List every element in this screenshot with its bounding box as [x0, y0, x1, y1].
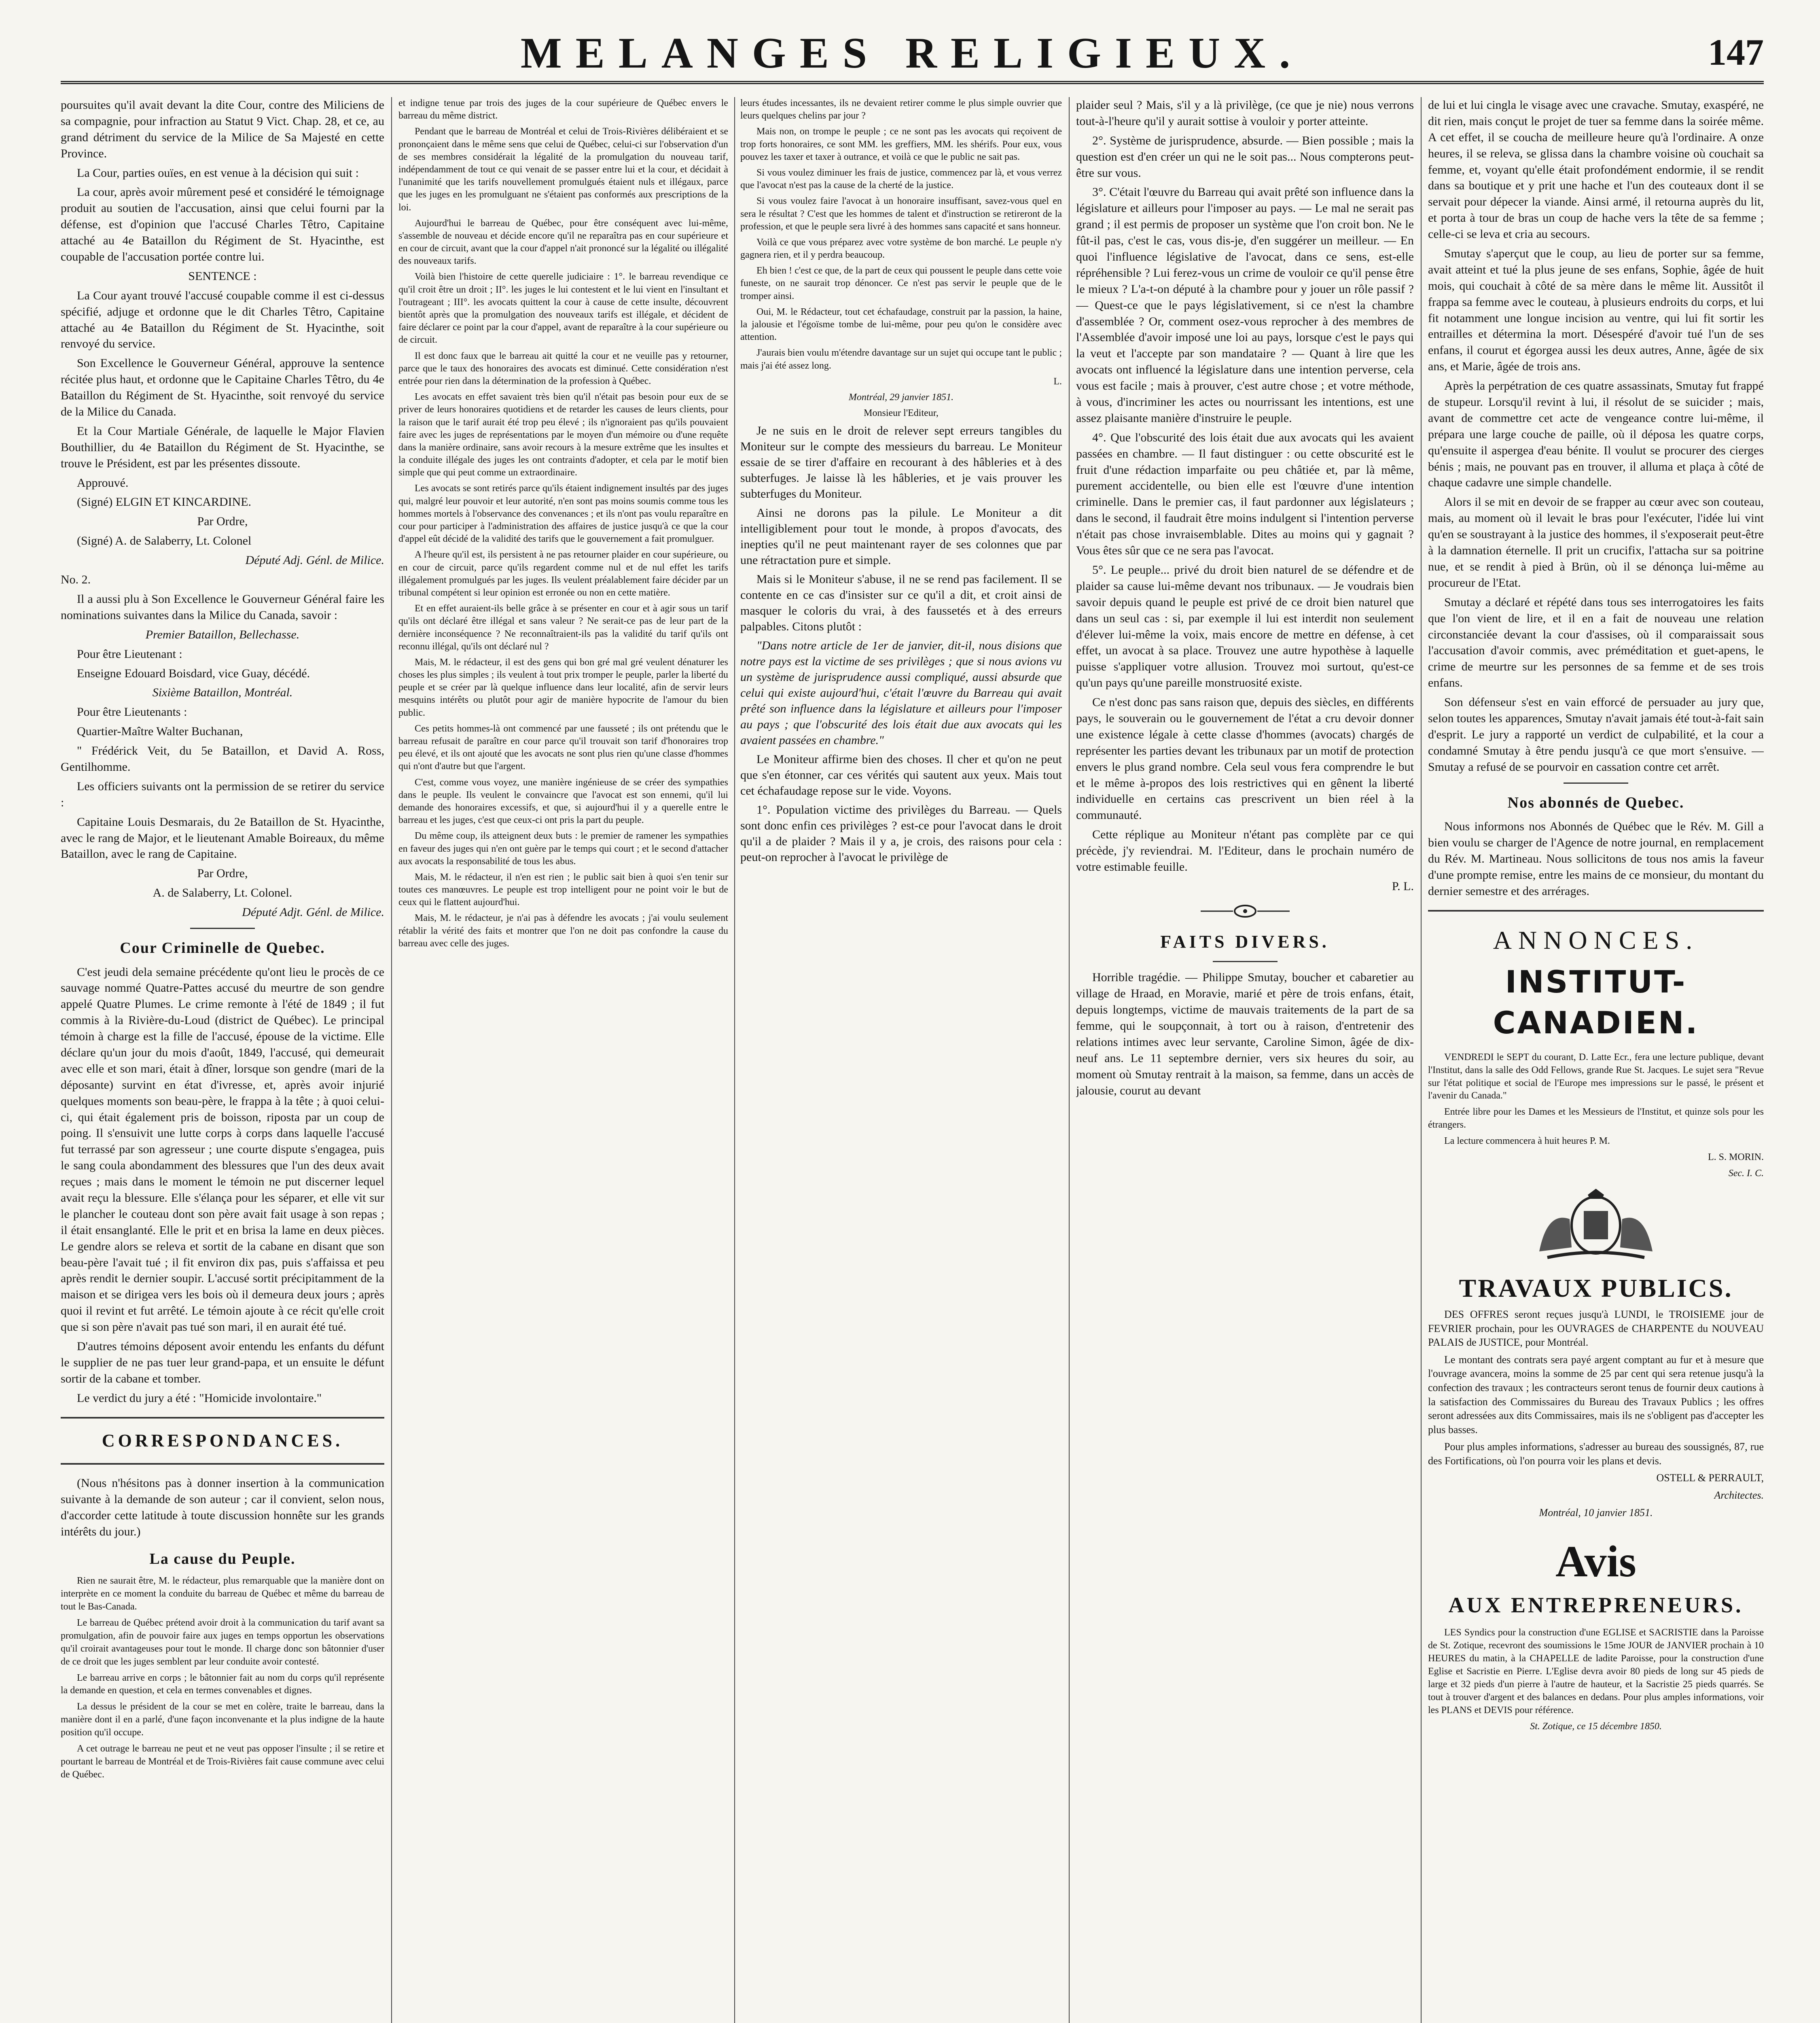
journal-title: MELANGES RELIGIEUX. — [520, 29, 1304, 77]
signature-line: OSTELL & PERRAULT, — [1656, 1472, 1764, 1484]
section-heading: ANNONCES. — [1493, 925, 1699, 954]
section-heading: Cour Criminelle de Quebec. — [120, 939, 325, 956]
paragraph: Et en effet auraient-ils belle grâce à se présenter en cour et à agir sous un tarif qu'ils ont déclaré être illégal et sans valeur ? Ne serait-ce pas de leur part de la dernière inconséquence ? Ne reconnaîtraient-ils pas la validité du tarif qu'ils ont reconnu illégal, qu'ils ont déclaré nul ? — [398, 603, 728, 652]
paragraph: Le barreau de Québec prétend avoir droit à la communication du tarif avant sa promulgation, afin de pouvoir faire aux juges en temps opportun les observations qu'il croirait avantageuses pour tout le monde. Il charge donc son bâtonnier d'user de ce droit que les juges semblent par leur conduite avoir contesté. — [61, 1617, 384, 1667]
paragraph: Le Moniteur affirme bien des choses. Il cher et qu'on ne peut que s'en étonner, car ces vérités qui sautent aux yeux. Mais tout cet échafaudage repose sur le vide. Voyons. — [740, 753, 1062, 798]
paragraph: Du même coup, ils atteignent deux buts : le premier de ramener les sympathies en faveur des juges qui n'en ont guère par le temps qui court ; et le second d'attacher aux avocats la responsabilité de tous les abus. — [398, 831, 728, 867]
signature-title: Député Adjt. Génl. de Milice. — [242, 905, 384, 919]
paragraph: Les officiers suivants ont la permission de se retirer du service : — [61, 779, 384, 809]
column-3 — [740, 97, 1062, 2023]
column-divider — [391, 97, 392, 2023]
dateline: Montréal, 29 janvier 1851. — [848, 392, 954, 403]
paragraph: A cet outrage le barreau ne peut et ne veut pas opposer l'insulte ; il se retire et pourtant le barreau de Montréal et de Trois-Rivières fait cause commune avec celui de Québec. — [61, 1743, 384, 1780]
battalion-heading: Sixième Bataillon, Montréal. — [152, 686, 293, 700]
paragraph: Mais, M. le rédacteur, je n'ai pas à défendre les avocats ; j'ai voulu seulement rétablir la vérité des faits et montrer que l'on ne doit pas confondre la cause du barreau avec celle des juges. — [398, 913, 728, 949]
paragraph: Mais si le Moniteur s'abuse, il ne se rend pas facilement. Il se contente en ce cas d'insister sur ce qu'il a dit, et croit ainsi de masquer le coloris du vrai, à des faussetés et à des erreurs palpables. Citons plutôt : — [740, 573, 1062, 634]
advert-text: Entrée libre pour les Dames et les Messieurs de l'Institut, et quinze sols pour les étrangers. — [1428, 1107, 1764, 1130]
paragraph: Il a aussi plu à Son Excellence le Gouverneur Général faire les nominations suivantes dans la Milice du Canada, savoir : — [61, 592, 384, 622]
paragraph: A l'heure qu'il est, ils persistent à ne pas retourner plaider en cour supérieure, ou en cour de circuit, parce qu'ils regardent comme nul et de nul effet les tarifs illégalement promulgués par les juges. Ils veulent préalablement faire décider par un tribunal compétent si leur opinion est erronée ou non en cette matière. — [398, 549, 728, 598]
paragraph: Si vous voulez faire l'avocat à un honoraire insuffisant, savez-vous quel en sera le résultat ? C'est que les hommes de talent et d'instruction se retireront de la profession, et que le peuple sera livré à des hommes sans capacité et sans honneur. — [740, 196, 1062, 232]
paragraph: 4°. Que l'obscurité des lois était due aux avocats qui les avaient passées en chambre. — Il faut distinguer : ou cette obscurité est le fruit d'une rédaction imparfaite ou peu châtiée et, par là même, purement accidentelle, ou bien elle est l'œuvre d'une intention criminelle. Dans le premier cas, il faut pardonner aux législateurs ; dans le second, il faudrait être moins indulgent si l'intention perverse n'était pas chose invraisemblable. Dites au moins qui y gagnait ? Vous êtes sûr que ce ne sera pas l'avocat. — [1076, 430, 1414, 558]
paragraph: Les avocats se sont retirés parce qu'ils étaient indignement insultés par des juges qui, malgré leur pouvoir et leur autorité, n'en sont pas moins soumis comme tous les hommes mortels à l'observance des convenances ; et ils n'ont pas voulu reparaître en cour pour participer à l'administration des affaires de justice jusqu'à ce que la cour d'appel eût décidé de la validité des tarifs que le gouvernement a fait promulguer. — [398, 483, 728, 545]
advert-heading: INSTITUT-CANADIEN. — [1493, 963, 1699, 1041]
paragraph: J'aurais bien voulu m'étendre davantage sur un sujet qui occupe tant le public ; mais j'ai été assez long. — [740, 348, 1062, 371]
advert-text: DES OFFRES seront reçues jusqu'à LUNDI, le TROISIEME jour de FEVRIER prochain, pour les OUVRAGES de CHARPENTE du NOUVEAU PALAIS de JUSTICE, pour Montréal. — [1428, 1308, 1764, 1349]
section-heading: CORRESPONDANCES. — [102, 1430, 343, 1450]
paragraph: Alors il se mit en devoir de se frapper au cœur avec son couteau, mais, au moment où il levait le bras pour l'exécuter, l'idée lui vint qu'en se soustrayant à la justice des hommes, il s'exposerait peut-être à la damnation éternelle. Il prit un crucifix, l'attacha sur sa poitrine nue, et se rendit à pied à Brün, où il se dénonça lui-même au procureur de l'Etat. — [1428, 495, 1764, 590]
paragraph: poursuites qu'il avait devant la dite Cour, contre des Miliciens de sa compagnie, pour infraction au Statut 9 Vict. Chap. 28, et ce, au grand détriment du service de la Milice de Sa Majesté en cette Province. — [61, 98, 384, 160]
dateline: St. Zotique, ce 15 décembre 1850. — [1530, 1721, 1662, 1732]
section-heading: La cause du Peuple. — [149, 1550, 296, 1567]
section-heading: Nos abonnés de Quebec. — [1507, 794, 1684, 811]
advert-text: Le montant des contrats sera payé argent comptant au fur et à mesure que l'ouvrage avancera, moins la somme de 25 par cent qui sera retenue jusqu'à la confection des travaux ; les contracteurs seront tenus de fournir deux cautions à la satisfaction des Commissaires du Bureau des Travaux Publics ; les offres seront adressées aux dits Commissaires, mais ils ne s'obligent pas d'accepter les plus basses. — [1428, 1353, 1764, 1436]
paragraph: Nous informons nos Abonnés de Québec que le Rév. M. Gill a bien voulu se charger de l'Agence de notre journal, en remplacement du Rév. M. Martineau. Nous sollicitons de tous nos amis la faveur d'une prompte remise, entre les mains de ce monsieur, du montant du dernier semestre et des arrérages. — [1428, 820, 1764, 898]
signature-line: A. de Salaberry, Lt. Colonel. — [153, 886, 292, 900]
paragraph: La Cour, parties ouïes, en est venue à la décision qui suit : — [77, 166, 359, 180]
paragraph: Oui, M. le Rédacteur, tout cet échafaudage, construit par la passion, la haine, la jalousie et l'égoïsme tombe de lui-même, pour peu qu'on le considère avec attention. — [740, 306, 1062, 343]
by-order: Par Ordre, — [197, 867, 248, 880]
approval-line: Approuvé. — [77, 476, 129, 490]
paragraph: C'est, comme vous voyez, une manière ingénieuse de se créer des sympathies dans le peuple. Ils veulent le convaincre que l'avocat est son ennemi, qu'il lui demande des honoraires excessifs, et que, si aujourd'hui il y a querelle entre le barreau et les juges, c'est que ceux-ci ont pris la part du peuple. — [398, 777, 728, 826]
sentence-heading: SENTENCE : — [188, 269, 257, 283]
dateline: Montréal, 10 janvier 1851. — [1539, 1506, 1653, 1518]
paragraph: Son Excellence le Gouverneur Général, approuve la sentence récitée plus haut, et ordonne que le Capitaine Charles Têtro, du 4e Bataillon du Régiment de St. Hyacinthe, soit renvoyé du service de la Milice du Canada. — [61, 356, 384, 419]
paragraph: Pour être Lieutenants : — [77, 705, 187, 719]
royal-coat-of-arms-icon — [1523, 1187, 1669, 1264]
paragraph: Rien ne saurait être, M. le rédacteur, plus remarquable que la manière dont on interprète en ce moment la conduite du barreau de Québec et même du barreau de tout le Bas-Canada. — [61, 1576, 384, 1612]
salutation: Monsieur l'Editeur, — [864, 408, 939, 419]
advert-heading: TRAVAUX PUBLICS. — [1459, 1273, 1733, 1302]
advert-text: Pour plus amples informations, s'adresser au bureau des soussignés, 87, rue des Fortifications, où l'on pourra voir les plans et devis. — [1428, 1441, 1764, 1467]
paragraph: Capitaine Louis Desmarais, du 2e Bataillon de St. Hyacinthe, avec le rang de Major, et le lieutenant Amable Boireaux, du même Bataillon, avec le rang de Capitaine. — [61, 815, 384, 861]
paragraph: La Cour ayant trouvé l'accusé coupable comme il est ci-dessus spécifié, adjuge et ordonne que le dit Charles Têtro, Capitaine attaché au 4e Bataillon du Régiment de St. Hyacinthe, soit renvoyé du service. — [61, 288, 384, 351]
paragraph: Après la perpétration de ces quatre assassinats, Smutay fut frappé de stupeur. Lorsqu'il revint à lui, il résolut de se suicider ; mais, avant de commettre cet acte de vengeance contre lui-même, il prépara une large couche de paille, où il déposa les quatre corps, qu'ensuite il aspergea d'eau bénite. Il voulut se procurer des cierges bénis ; mais, ne pouvant pas en trouver, il alluma et plaça à côté de chaque cadavre une simple chandelle. — [1428, 379, 1764, 490]
column-4 — [1076, 97, 1414, 2023]
column-1 — [61, 97, 384, 2023]
signature-line: (Signé) ELGIN ET KINCARDINE. — [77, 495, 252, 509]
paragraph: C'est jeudi dela semaine précédente qu'ont lieu le procès de ce sauvage nommé Quatre-Pattes accusé du meurtre de son gendre appelé Quatre Plumes. Le crime remonte à l'été de 1849 ; il fut commis à la Rivière-du-Loud (district de Québec). Le principal témoin à charge est la fille de l'accusé, épouse de la victime. Elle déclare qu'un jour du mois d'août, 1849, l'accusé, qui demeurait avec elle et son mari, était à dîner, lorsque son gendre (mari de la déposante) survint en état d'ivresse, et, après avoir injurié quelques moments son beau-père, le frappa à la tête ; à quoi celui-ci, qui était également pris de boisson, riposta par un coup de poing. Il s'ensuivit une lutte corps à corps dans laquelle l'accusé fut terrassé par son agresseur ; une courte dispute s'engagea, puis le sang coula abondamment des blessures que l'un des deux avait reçues ; mais dans le moment le témoin ne put discerner lequel avait reçu la blessure. Elle s'élança pour les séparer, et elle vit sur le plancher le couteau dont son père avait fait usage à son repas ; il était ensanglanté. Elle le prit et en brisa la lame en deux pièces. Le gendre alors se releva et sortit de la cabane en disant que son beau-père l'avait tué ; il fit environ dix pas, puis s'affaissa et peu après rendit le dernier soupir. L'accusé sortit précipitamment de la maison et se dirigea vers les bois où il demeura deux jours ; après quoi il revint et fut arrêté. Le témoin ajoute à ce récit qu'elle croit que si son père n'avait pas tué son mari, il en aurait été tué. — [61, 965, 384, 1334]
battalion-heading: Premier Bataillon, Bellechasse. — [145, 628, 300, 641]
advert-heading: Avis — [1555, 1537, 1636, 1586]
signature-title: Député Adj. Génl. de Milice. — [245, 553, 384, 567]
paragraph: Voilà ce que vous préparez avec votre système de bon marché. Le peuple n'y gagnera rien, et il y perdra beaucoup. — [740, 237, 1062, 261]
section-rule — [1564, 782, 1628, 784]
paragraph: Eh bien ! c'est ce que, de la part de ceux qui poussent le peuple dans cette voie funeste, on ne saurait trop dénoncer. Ce n'est pas servir le peuple que de le tromper ainsi. — [740, 265, 1062, 301]
paragraph: Horrible tragédie. — Philippe Smutay, boucher et cabaretier au village de Hraad, en Moravie, marié et père de trois enfans, était, depuis longtemps, victime de mauvais traitements de la part de sa femme, qui le soupçonnait, à tort ou à raison, d'entretenir des relations intimes avec leur servante, Caroline Simon, âgée de dix-neuf ans. Le 11 septembre dernier, vers six heures du soir, au moment où Smutay rentrait à la maison, sa femme, dans un accès de jalousie, courut au devant — [1076, 971, 1414, 1097]
paragraph: leurs études incessantes, ils ne devaient retirer comme le plus simple ouvrier que leurs quelques chelins par jour ? — [740, 98, 1062, 121]
paragraph: La dessus le président de la cour se met en colère, traite le barreau, dans la manière dont il en a parlé, d'une façon inconvenante et la plus indigne de la haute position qu'il occupe. — [61, 1701, 384, 1738]
paragraph: Ce n'est donc pas sans raison que, depuis des siècles, en différents pays, le souverain ou le gouvernement de l'état a cru devoir donner une existence légale à cette classe d'hommes (avocats) chargés de représenter les parties devant les tribunaux par un motif de protection envers le plus grand nombre. Cela seul vous fera comprendre le but et le même à-propos des lois restrictives qui en gênent la liberté individuelle en certains cas prescrivent un bien réel à la communauté. — [1076, 696, 1414, 822]
advert-text: LES Syndics pour la construction d'une EGLISE et SACRISTIE dans la Paroisse de St. Zotique, recevront des soumissions le 15me JOUR de JANVIER prochain à 10 HEURES du matin, à la CHAPELLE de ladite Paroisse, pour la construction d'une Eglise et Sacristie en Pierre. L'Eglise devra avoir 80 pieds de long sur 45 pieds de large et 32 pieds d'un pierre à l'autre de hauteur, et la Sacristie 25 pieds quarrés. Se tout à trouver d'argent et des balances en dedans. Pour plus amples informations, voir les PLANS et DEVIS pour référence. — [1428, 1627, 1764, 1716]
advert-subheading: AUX ENTREPRENEURS. — [1448, 1593, 1744, 1618]
masthead — [61, 28, 1764, 84]
paragraph: et indigne tenue par trois des juges de la cour supérieure de Québec envers le barreau du même district. — [398, 98, 728, 121]
paragraph: Pour être Lieutenant : — [77, 647, 182, 661]
column-2 — [398, 97, 728, 2023]
paragraph: Il est donc faux que le barreau ait quitté la cour et ne veuille pas y retourner, parce que le taux des honoraires des avocats est diminué. Cette considération n'est entrée pour rien dans la détermination de la profession à Québec. — [398, 350, 728, 386]
paragraph: 2°. Système de jurisprudence, absurde. — Bien possible ; mais la question est d'en créer un qui ne le soit pas... Nous compterons peut-être sur vous. — [1076, 134, 1414, 180]
paragraph: Et la Cour Martiale Générale, de laquelle le Major Flavien Bouthillier, du 4e Bataillon du Régiment de St. Hyacinthe, se trouve le Président, est par les présentes dissoute. — [61, 424, 384, 470]
section-heading: FAITS DIVERS. — [1160, 931, 1330, 952]
section-rule — [61, 1417, 384, 1419]
paragraph: 1°. Population victime des privilèges du Barreau. — Quels sont donc enfin ces privilèges ? est-ce pour l'avocat dans le droit qu'il a de plaider ? Mais il y a, je crois, des raisons pour cela : peut-on reprocher à l'avocat le privilège de — [740, 803, 1062, 864]
paragraph: Pendant que le barreau de Montréal et celui de Trois-Rivières délibéraient et se prononçaient dans le même sens que celui de Québec, celui-ci sur l'observation d'un de ses membres considérait la légalité de la promulgation du nouveau tarif, indépendamment de tout ce qui venait de se passer entre lui et la cour, et décidait à l'unanimité que les tarifs nouvellement promulgués étaient nuls et illégaux, parce que les juges en les promulguant ne s'étaient pas conformés aux prescriptions de la loi. — [398, 126, 728, 213]
signature-line: (Signé) A. de Salaberry, Lt. Colonel — [77, 534, 252, 548]
signature-title: Architectes. — [1714, 1489, 1764, 1501]
section-rule — [61, 1463, 384, 1465]
page-number: 147 — [1708, 32, 1764, 73]
paragraph: Mais, M. le rédacteur, il est des gens qui bon gré mal gré veulent dénaturer les choses les plus simples ; ils veulent à tout prix tromper le peuple, parler la liberté du peuple et se créer par là quelque influence dans leur localité, afin de servir leurs mesquins intérêts ou plutôt pour agir de manière hypocrite de l'amour du bien public. — [398, 657, 728, 718]
section-rule — [190, 928, 255, 929]
paragraph: 3°. C'était l'œuvre du Barreau qui avait prêté son influence dans la législature et ailleurs pour l'imposer au pays. — Le mal ne serait pas grand ; il est permis de proposer un système que l'on croit bon. Ne le fût-il pas, c'est le cas, vous dis-je, d'en suggérer un meilleur. — En quoi l'influence législative de l'avocat, dans ce sens, est-elle répréhensible ? Lui ferez-vous un crime de vouloir ce qu'il pense être le mieux ? L'a-t-on député à la chambre pour y jouer un rôle passif ? — Quest-ce que le pays législativement, si ce n'est la chambre d'assemblée ? Or, comment osez-vous reprocher à des membres de l'Assemblée d'avoir imposé une loi au pays, lorsque c'est le pays qui la veut et l'accepte par son mandataire ? — Quant à lire que les avocats ont influencé la législature dans une intention perverse, cela vous est facile ; mais à prouver, c'est autre chose ; et votre méthode, à vous, d'incriminer les actes ou nourrissant les intentions, est une assez plaisante manière d'instruire le peuple. — [1076, 185, 1414, 425]
paragraph: D'autres témoins déposent avoir entendu les enfants du défunt le supplier de ne pas tuer leur grand-papa, et un ensuite le défunt sortir de la cabane et tomber. — [61, 1339, 384, 1385]
paragraph: Mais non, on trompe le peuple ; ce ne sont pas les avocats qui reçoivent de trop forts honoraires, ce sont MM. les greffiers, MM. les shérifs. Pour eux, vous pouvez les taxer et taxer à outrance, et voilà ce que le public ne sait pas. — [740, 126, 1062, 162]
advert-text: VENDREDI le SEPT du courant, D. Latte Ecr., fera une lecture publique, devant l'Institut, dans la salle des Odd Fellows, grande Rue St. Jacques. Le sujet sera "Revue sur l'état politique et social de l'Europe mes impressions sur le passé, le présent et l'avenir du Canada." — [1428, 1052, 1764, 1101]
quotation: "Dans notre article de 1er de janvier, dit-il, nous disions que notre pays est la victime de ses privilèges ; que si nous avions vu un système de jurisprudence aussi compliqué, aussi absurde que celui qui existe aujourd'hui, c'était l'œuvre du Barreau qui avait prêté son influence dans la législature et ailleurs pour l'imposer au pays ; que l'obscurité des lois était due aux avocats qui les avaient passées en chambre." — [740, 639, 1062, 747]
paragraph: Aujourd'hui le barreau de Québec, pour être conséquent avec lui-même, s'assemble de nouveau et décide encore qu'il ne reparaîtra pas en cour supérieure et en cour de circuit, avant que la cour d'appel n'ait prononcé sur la légalité ou illégalité des nouveaux tarifs. — [398, 218, 728, 267]
section-rule — [1428, 910, 1764, 912]
paragraph: Smutay a déclaré et répété dans tous ses interrogatoires les faits que l'on vient de lire, et il en a fait de nouveau une relation circonstanciée devant la cour d'assises, où il comparaissait sous l'accusation d'avoir commis, avec préméditation et guet-apens, le crime de meurtre sur les personnes de sa femme et de ses trois enfans. — [1428, 595, 1764, 690]
paragraph: plaider seul ? Mais, s'il y a là privilège, (ce que je nie) nous verrons tout-à-l'heure qu'il y aurait sottise à vouloir y porter atteinte. — [1076, 98, 1414, 128]
paragraph: Ces petits hommes-là ont commencé par une fausseté ; ils ont prétendu que le barreau refusait de paraître en cour parce qu'il trouvait son tarif d'honoraires trop peu élevé, et ils ont ajouté que les avocats ne sont plus rien qu'une classe d'hommes qui n'ont d'autre but que l'argent. — [398, 723, 728, 772]
signature-initials: L. — [1053, 376, 1062, 387]
paragraph: Voilà bien l'histoire de cette querelle judiciaire : 1°. le barreau revendique ce qu'il croit être un droit ; II°. les juges le lui contestent et le lui vient en l'insultant et l'outrageant ; III°. les avocats quittent la cour à cause de cette insulte, découvrent bientôt après que la promulgation des nouveaux tarifs est illégale, et décident de faire déclarer ce point par la cour d'appel, avant de reparaître à la cour supérieure ou de circuit. — [398, 271, 728, 346]
order-number: No. 2. — [61, 573, 91, 587]
paragraph: Je ne suis en le droit de relever sept erreurs tangibles du Moniteur sur le compte des messieurs du barreau. Le Moniteur essaie de se tirer d'affaire en recourant à des hâbleries et à des subterfuges. Je laisse là les hâbleries, et je vais prouver les subterfuges du Moniteur. — [740, 424, 1062, 501]
signature-initials: P. L. — [1392, 879, 1414, 893]
paragraph: Ainsi ne dorons pas la pilule. Le Moniteur a dit intelligiblement pour tout le monde, à propos d'avocats, des inepties qu'il ne peut maintenant rayer de ses colonnes que par une rétractation pure et simple. — [740, 506, 1062, 567]
paragraph: Son défenseur s'est en vain efforcé de persuader au jury que, selon toutes les apparences, Smutay n'avait jamais été tout-à-fait sain d'esprit. Le jury a rapporté un verdict de culpabilité, et la cour a condamné Smutay à être pendu jusqu'à ce que mort s'ensuive. — Smutay a refusé de se pourvoir en cassation contre cet arrêt. — [1428, 696, 1764, 774]
paragraph: " Frédérick Veit, du 5e Bataillon, et David A. Ross, Gentilhomme. — [61, 744, 384, 774]
ornament-divider-icon — [1197, 901, 1294, 921]
paragraph: de lui et lui cingla le visage avec une cravache. Smutay, exaspéré, ne dit rien, mais conçut le projet de tuer sa femme dans la soirée même. A cet effet, il se coucha de meilleure heure qu'à l'ordinaire. A onze heures, il se releva, se glissa dans la chambre voisine où couchait sa femme, et, voyant qu'elle était profondément endormie, il se rendit dans sa boutique et y prit une hache et l'un des couteaux dont il se servait pour dépecer la viande. Ainsi armé, il retourna auprès du lit, et porta à tour de bras un coup de hache vers la tête de sa femme ; celle-ci se leva et cria au secours. — [1428, 98, 1764, 241]
paragraph: Quartier-Maître Walter Buchanan, — [77, 725, 243, 738]
advert-text: La lecture commencera à huit heures P. M. — [1444, 1136, 1610, 1147]
column-5 — [1428, 97, 1764, 2023]
paragraph: Si vous voulez diminuer les frais de justice, commencez par là, et vous verrez que l'avocat n'est pas la cause de la cherté de la justice. — [740, 167, 1062, 191]
paragraph: Smutay s'aperçut que le coup, au lieu de porter sur sa femme, avait atteint et tué la plus jeune de ses enfans, Sophie, âgée de huit mois, qui couchait à côté de sa mère dans le même lit. Aussitôt il frappa sa femme avec le couteau, à plusieurs endroits du corps, et lui fit notamment une longue incision au ventre, qui lui fit sortir les entrailles et détermina la mort. Désespéré d'avoir tué l'un de ses enfans, il courut et égorgea aussi les deux autres, Anne, âgée de six ans, et Marie, âgée de trois ans. — [1428, 247, 1764, 373]
column-divider — [734, 97, 735, 2023]
column-divider — [1421, 97, 1422, 2023]
paragraph: (Nous n'hésitons pas à donner insertion à la communication suivante à la demande de son auteur ; car il convient, selon nous, d'accorder cette latitude à toute discussion honnête sur les grands intérêts du jour.) — [61, 1476, 384, 1538]
paragraph: Les avocats en effet savaient très bien qu'il n'était pas besoin pour eux de se priver de leurs honoraires quotidiens et de retarder les causes de leurs clients, pour la raison que le tarif aurait été trop peu élevé ; ils n'ignoraient pas qu'ils pouvaient faire avec les juges de représentations par le moyen d'un mémoire ou d'une requête dans la manière ordinaire, sans avoir recours à la mesure extrême que les insultes et la conduite illégale des juges les ont contraints d'adopter, et cela par le motif bien simple que qui peut comme un extraordinaire. — [398, 392, 728, 478]
paragraph: Le barreau arrive en corps ; le bâtonnier fait au nom du corps qu'il représente la demande en question, et cela en termes convenables et dignes. — [61, 1672, 384, 1696]
paragraph: Le verdict du jury a été : "Homicide involontaire." — [77, 1391, 322, 1405]
paragraph: 5°. Le peuple... privé du droit bien naturel de se défendre et de plaider sa cause lui-même devant nos tribunaux. — Je voudrais bien savoir depuis quand le peuple est privé de ce droit bien naturel que dans un seul cas : si, par exemple il lui est interdit non seulement d'élever lui-même la voix, mais encore de mettre en défense, à cet effet, un avocat à sa place. Trouvez une autre hypothèse à laquelle puisse s'appliquer votre allusion. Trouvez moi surtout, qu'est-ce qu'un pays qu'une pareille monstruosité existe. — [1076, 563, 1414, 690]
paragraph: Enseigne Edouard Boisdard, vice Guay, décédé. — [77, 666, 310, 680]
by-order: Par Ordre, — [197, 515, 248, 528]
paragraph: Cette réplique au Moniteur n'étant pas complète par ce qui précède, j'y reviendrai. M. l'Editeur, dans le prochain numéro de votre estimable feuille. — [1076, 828, 1414, 874]
section-rule — [1213, 961, 1278, 962]
paragraph: Mais, M. le rédacteur, il n'en est rien ; le public sait bien à quoi s'en tenir sur toutes ces manœuvres. Le peuple est trop intelligent pour ne point voir le but de ceux qui le flattent aujourd'hui. — [398, 872, 728, 908]
column-divider — [1069, 97, 1070, 2023]
signature-title: Sec. I. C. — [1728, 1168, 1764, 1179]
paragraph: La cour, après avoir mûrement pesé et considéré le témoignage produit au soutien de l'accusation, ainsi que celui fourni par la défense, est d'opinion que l'accusé Charles Têtro, Capitaine attaché au 4e Bataillon du Régiment de St. Hyacinthe, est coupable de l'accusation portée contre lui. — [61, 185, 384, 264]
signature-line: L. S. MORIN. — [1708, 1152, 1764, 1163]
